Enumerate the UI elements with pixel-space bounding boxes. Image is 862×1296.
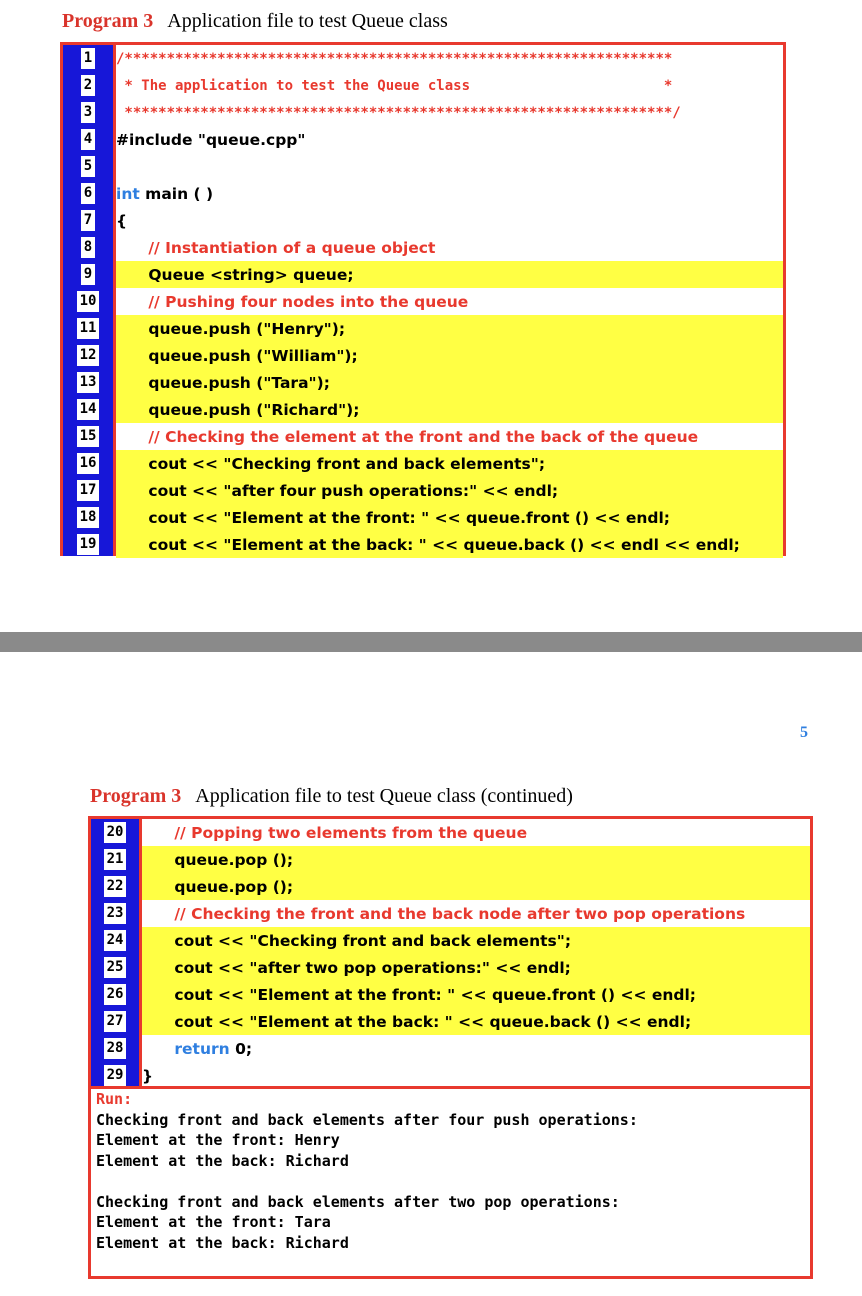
line-number xyxy=(91,900,139,927)
code-line xyxy=(63,153,783,180)
code-content: cout << "after four push operations:" << endl; xyxy=(116,481,559,500)
code-content: queue.pop (); xyxy=(142,877,294,896)
line-number xyxy=(63,504,113,531)
code-content: #include "queue.cpp" xyxy=(116,130,306,149)
line-number-text: 13 xyxy=(77,372,100,393)
code-text xyxy=(116,504,783,531)
code-text xyxy=(116,342,783,369)
line-number-text: 2 xyxy=(81,75,95,96)
line-number xyxy=(63,288,113,315)
code-text xyxy=(142,927,810,954)
code-line xyxy=(63,72,783,99)
code-text xyxy=(116,153,783,180)
code-line xyxy=(63,477,783,504)
code-line xyxy=(91,981,810,1008)
code-line xyxy=(63,234,783,261)
code-line xyxy=(63,504,783,531)
line-number xyxy=(91,927,139,954)
program-title-part1 xyxy=(62,10,448,33)
code-content: /***************************************************************** xyxy=(116,50,673,67)
run-output-line xyxy=(91,1171,810,1192)
code-line xyxy=(63,99,783,126)
keyword: int xyxy=(116,184,140,203)
run-output xyxy=(88,1086,813,1279)
line-number xyxy=(91,1035,139,1062)
line-number xyxy=(63,315,113,342)
code-listing-part1 xyxy=(60,42,786,556)
code-content: queue.push ("Henry"); xyxy=(116,319,346,338)
code-line xyxy=(63,315,783,342)
code-listing-part2 xyxy=(88,816,813,1089)
code-line xyxy=(63,288,783,315)
keyword: return xyxy=(174,1039,230,1058)
code-line xyxy=(63,369,783,396)
run-label: Run: xyxy=(96,1090,133,1108)
code-line xyxy=(63,396,783,423)
code-line xyxy=(63,531,783,558)
line-number-text: 16 xyxy=(77,453,100,474)
line-number xyxy=(91,1062,139,1089)
code-content: cout << "Element at the front: " << queue.front () << endl; xyxy=(116,508,670,527)
code-line xyxy=(63,450,783,477)
line-number xyxy=(63,153,113,180)
code-text xyxy=(116,396,783,423)
code-content: cout << "Element at the front: " << queue.front () << endl; xyxy=(142,985,696,1004)
line-number xyxy=(63,45,113,72)
line-number xyxy=(63,396,113,423)
run-output-line: Element at the front: Tara xyxy=(96,1213,331,1231)
run-output-line: Element at the back: Richard xyxy=(96,1233,349,1252)
code-text xyxy=(116,99,783,126)
code-text xyxy=(116,369,783,396)
code-line xyxy=(63,207,783,234)
code-text xyxy=(142,819,810,846)
code-text xyxy=(142,981,810,1008)
line-number xyxy=(63,531,113,558)
code-text xyxy=(116,207,783,234)
line-number xyxy=(91,981,139,1008)
run-output-line: Checking front and back elements after two pop operations: xyxy=(96,1192,620,1211)
code-content: cout << "after two pop operations:" << endl; xyxy=(142,958,571,977)
program-label: Program 3 xyxy=(62,10,154,32)
code-line xyxy=(63,261,783,288)
code-content: // Checking the element at the front and the back of the queue xyxy=(116,427,699,446)
line-number-text: 25 xyxy=(104,957,127,978)
code-content: 0; xyxy=(229,1039,253,1058)
code-line xyxy=(91,1035,810,1062)
code-content: Queue <string> queue; xyxy=(116,265,354,284)
code-content: queue.push ("Tara"); xyxy=(116,373,330,392)
line-number-text: 24 xyxy=(104,930,127,951)
code-line xyxy=(91,900,810,927)
line-number-text: 9 xyxy=(81,264,95,285)
line-number-text: 1 xyxy=(81,48,95,69)
program-label: Program 3 xyxy=(90,785,182,807)
code-text xyxy=(116,450,783,477)
line-number xyxy=(63,261,113,288)
line-number-text: 19 xyxy=(77,534,100,555)
program-caption: Application file to test Queue class (continued) xyxy=(195,785,573,807)
code-text xyxy=(116,234,783,261)
line-number-text: 22 xyxy=(104,876,127,897)
code-content: // Pushing four nodes into the queue xyxy=(116,292,469,311)
page-separator xyxy=(0,632,862,652)
line-number-text: 14 xyxy=(77,399,100,420)
code-content: * The application to test the Queue class * xyxy=(116,77,673,94)
code-line xyxy=(63,342,783,369)
line-number-text: 20 xyxy=(104,822,127,843)
code-text xyxy=(116,261,783,288)
code-text xyxy=(116,477,783,504)
code-content: cout << "Checking front and back elements"; xyxy=(142,931,572,950)
line-number-text: 7 xyxy=(81,210,95,231)
line-number xyxy=(91,954,139,981)
line-number-text: 17 xyxy=(77,480,100,501)
line-number xyxy=(63,126,113,153)
code-content: main ( ) xyxy=(139,184,214,203)
line-number-text: 27 xyxy=(104,1011,127,1032)
code-line xyxy=(91,1008,810,1035)
code-text xyxy=(116,315,783,342)
line-number xyxy=(63,342,113,369)
code-text xyxy=(142,846,810,873)
code-content: cout << "Element at the back: " << queue.back () << endl; xyxy=(142,1012,692,1031)
line-number-text: 21 xyxy=(104,849,127,870)
line-number xyxy=(63,450,113,477)
program-caption: Application file to test Queue class xyxy=(167,10,448,32)
line-number xyxy=(63,72,113,99)
line-number-text: 23 xyxy=(104,903,127,924)
code-text xyxy=(142,1035,810,1062)
code-content: cout << "Element at the back: " << queue.back () << endl << endl; xyxy=(116,535,740,554)
code-content: // Instantiation of a queue object xyxy=(116,238,436,257)
line-number-text: 12 xyxy=(77,345,100,366)
line-number xyxy=(63,234,113,261)
code-content: queue.push ("William"); xyxy=(116,346,358,365)
line-number-text: 6 xyxy=(81,183,95,204)
code-text xyxy=(142,873,810,900)
line-number xyxy=(63,477,113,504)
code-text xyxy=(142,954,810,981)
line-number-text: 28 xyxy=(104,1038,127,1059)
line-number-text: 3 xyxy=(81,102,95,123)
line-number-text: 11 xyxy=(77,318,100,339)
code-content: cout << "Checking front and back elements"; xyxy=(116,454,546,473)
code-content: { xyxy=(116,211,128,230)
code-line xyxy=(63,126,783,153)
code-line xyxy=(91,846,810,873)
code-line xyxy=(91,927,810,954)
code-line xyxy=(91,1062,810,1089)
page-number: 5 xyxy=(800,724,808,741)
code-text xyxy=(116,45,783,72)
line-number-text: 29 xyxy=(104,1065,127,1086)
code-content: queue.pop (); xyxy=(142,850,294,869)
line-number-text: 8 xyxy=(81,237,95,258)
code-content: *****************************************************************/ xyxy=(116,104,681,121)
line-number-text: 18 xyxy=(77,507,100,528)
line-number xyxy=(63,207,113,234)
code-content: // Checking the front and the back node after two pop operations xyxy=(142,904,746,923)
code-line xyxy=(91,873,810,900)
line-number-text: 4 xyxy=(81,129,95,150)
code-content: // Popping two elements from the queue xyxy=(142,823,528,842)
code-text xyxy=(116,423,783,450)
code-content: } xyxy=(142,1066,154,1085)
line-number xyxy=(91,1008,139,1035)
line-number xyxy=(91,873,139,900)
code-text xyxy=(116,126,783,153)
code-text xyxy=(116,72,783,99)
line-number xyxy=(63,369,113,396)
code-text xyxy=(142,900,810,927)
code-text xyxy=(116,288,783,315)
line-number xyxy=(91,819,139,846)
run-output-line: Element at the front: Henry xyxy=(96,1131,340,1149)
line-number xyxy=(63,423,113,450)
code-line xyxy=(91,819,810,846)
line-number-text: 10 xyxy=(77,291,100,312)
program-title-part2 xyxy=(90,785,573,808)
line-number-text: 15 xyxy=(77,426,100,447)
code-content: queue.push ("Richard"); xyxy=(116,400,360,419)
code-line xyxy=(63,180,783,207)
indent xyxy=(142,1040,174,1058)
line-number-text: 5 xyxy=(81,156,95,177)
code-text xyxy=(142,1062,810,1089)
line-number-text: 26 xyxy=(104,984,127,1005)
code-text xyxy=(116,180,783,207)
line-number xyxy=(91,846,139,873)
run-output-line: Checking front and back elements after four push operations: xyxy=(96,1110,638,1129)
code-text xyxy=(142,1008,810,1035)
line-number xyxy=(63,180,113,207)
run-output-line: Element at the back: Richard xyxy=(96,1151,349,1170)
code-line xyxy=(91,954,810,981)
code-line xyxy=(63,45,783,72)
line-number xyxy=(63,99,113,126)
code-line xyxy=(63,423,783,450)
code-text xyxy=(116,531,783,558)
